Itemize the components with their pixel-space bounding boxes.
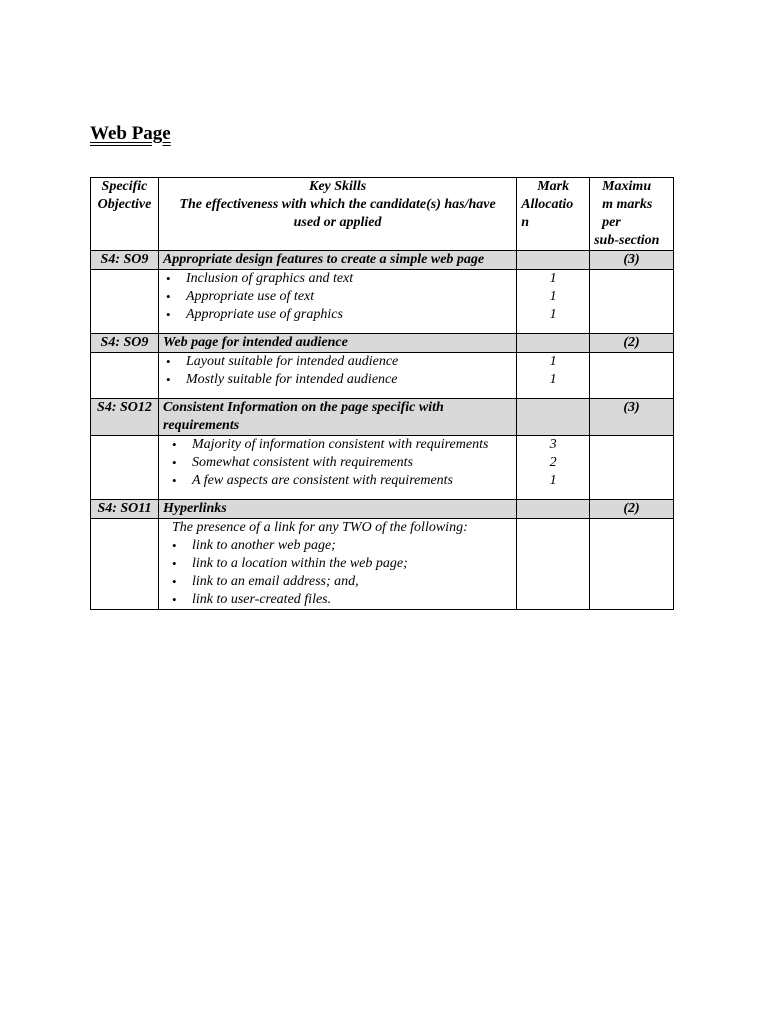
section-items-row [91, 519, 674, 610]
criteria-item: • Appropriate use of graphics [163, 306, 512, 324]
criteria-list [163, 436, 512, 490]
section-mark-empty [517, 334, 590, 353]
mark-allocation-cell [517, 270, 590, 334]
mark-value: 1 [549, 289, 557, 304]
section-items-row [91, 353, 674, 399]
header-key-skills: Key Skills The effectiveness with which the candidate(s) has/have used or applied [158, 178, 516, 251]
mark-allocation-cell [517, 436, 590, 500]
criteria-item: • link to a location within the web page; [163, 555, 512, 573]
criteria-item: • link to user-created files. [163, 591, 512, 609]
section-mark-empty [517, 500, 590, 519]
page-title: Web Page [90, 123, 171, 144]
section-objective: S4: SO9 [91, 334, 159, 353]
section-title: Web page for intended audience [158, 334, 516, 353]
section-mark-empty [517, 399, 590, 436]
criteria-list [163, 270, 512, 324]
section-title: Hyperlinks [158, 500, 516, 519]
section-objective: S4: SO9 [91, 251, 159, 270]
mark-allocation-cell [517, 353, 590, 399]
criteria-item: • link to another web page; [163, 537, 512, 555]
criteria-item: • Somewhat consistent with requirements [163, 454, 512, 472]
criteria-item: • Majority of information consistent with requirements [163, 436, 512, 454]
criteria-item: • Layout suitable for intended audience [163, 353, 512, 371]
hyperlinks-intro: The presence of a link for any TWO of the following: [171, 520, 468, 535]
section-objective: S4: SO11 [91, 500, 159, 519]
section-header-row [91, 334, 674, 353]
section-header-row [91, 399, 674, 436]
section-objective: S4: SO12 [91, 399, 159, 436]
mark-value: 1 [549, 354, 557, 369]
section-items-row [91, 270, 674, 334]
header-objective: Specific Objective [91, 178, 159, 251]
criteria-item: • Mostly suitable for intended audience [163, 371, 512, 389]
criteria-item: • Inclusion of graphics and text [163, 270, 512, 288]
criteria-list [163, 537, 512, 609]
header-row [91, 178, 674, 251]
section-title: Appropriate design features to create a simple web page [158, 251, 516, 270]
header-maximum-marks: Maximu m marks per sub-section [590, 178, 674, 251]
criteria-item: • A few aspects are consistent with requirements [163, 472, 512, 490]
section-max-marks: (2) [590, 500, 674, 519]
rubric-table [90, 177, 674, 610]
header-mark-allocation: Mark Allocatio n [517, 178, 590, 251]
section-items-row [91, 436, 674, 500]
section-max-marks: (2) [590, 334, 674, 353]
mark-value: 1 [549, 372, 557, 387]
section-title: Consistent Information on the page specific with requirements [158, 399, 516, 436]
section-mark-empty [517, 251, 590, 270]
mark-value: 1 [549, 307, 557, 322]
section-header-row [91, 251, 674, 270]
mark-value: 1 [549, 271, 557, 286]
section-max-marks: (3) [590, 399, 674, 436]
section-max-marks: (3) [590, 251, 674, 270]
mark-value: 2 [549, 455, 557, 470]
criteria-item: • Appropriate use of text [163, 288, 512, 306]
mark-value: 1 [549, 473, 557, 488]
mark-value: 3 [549, 437, 557, 452]
criteria-item: • link to an email address; and, [163, 573, 512, 591]
section-header-row [91, 500, 674, 519]
criteria-list [163, 353, 512, 389]
